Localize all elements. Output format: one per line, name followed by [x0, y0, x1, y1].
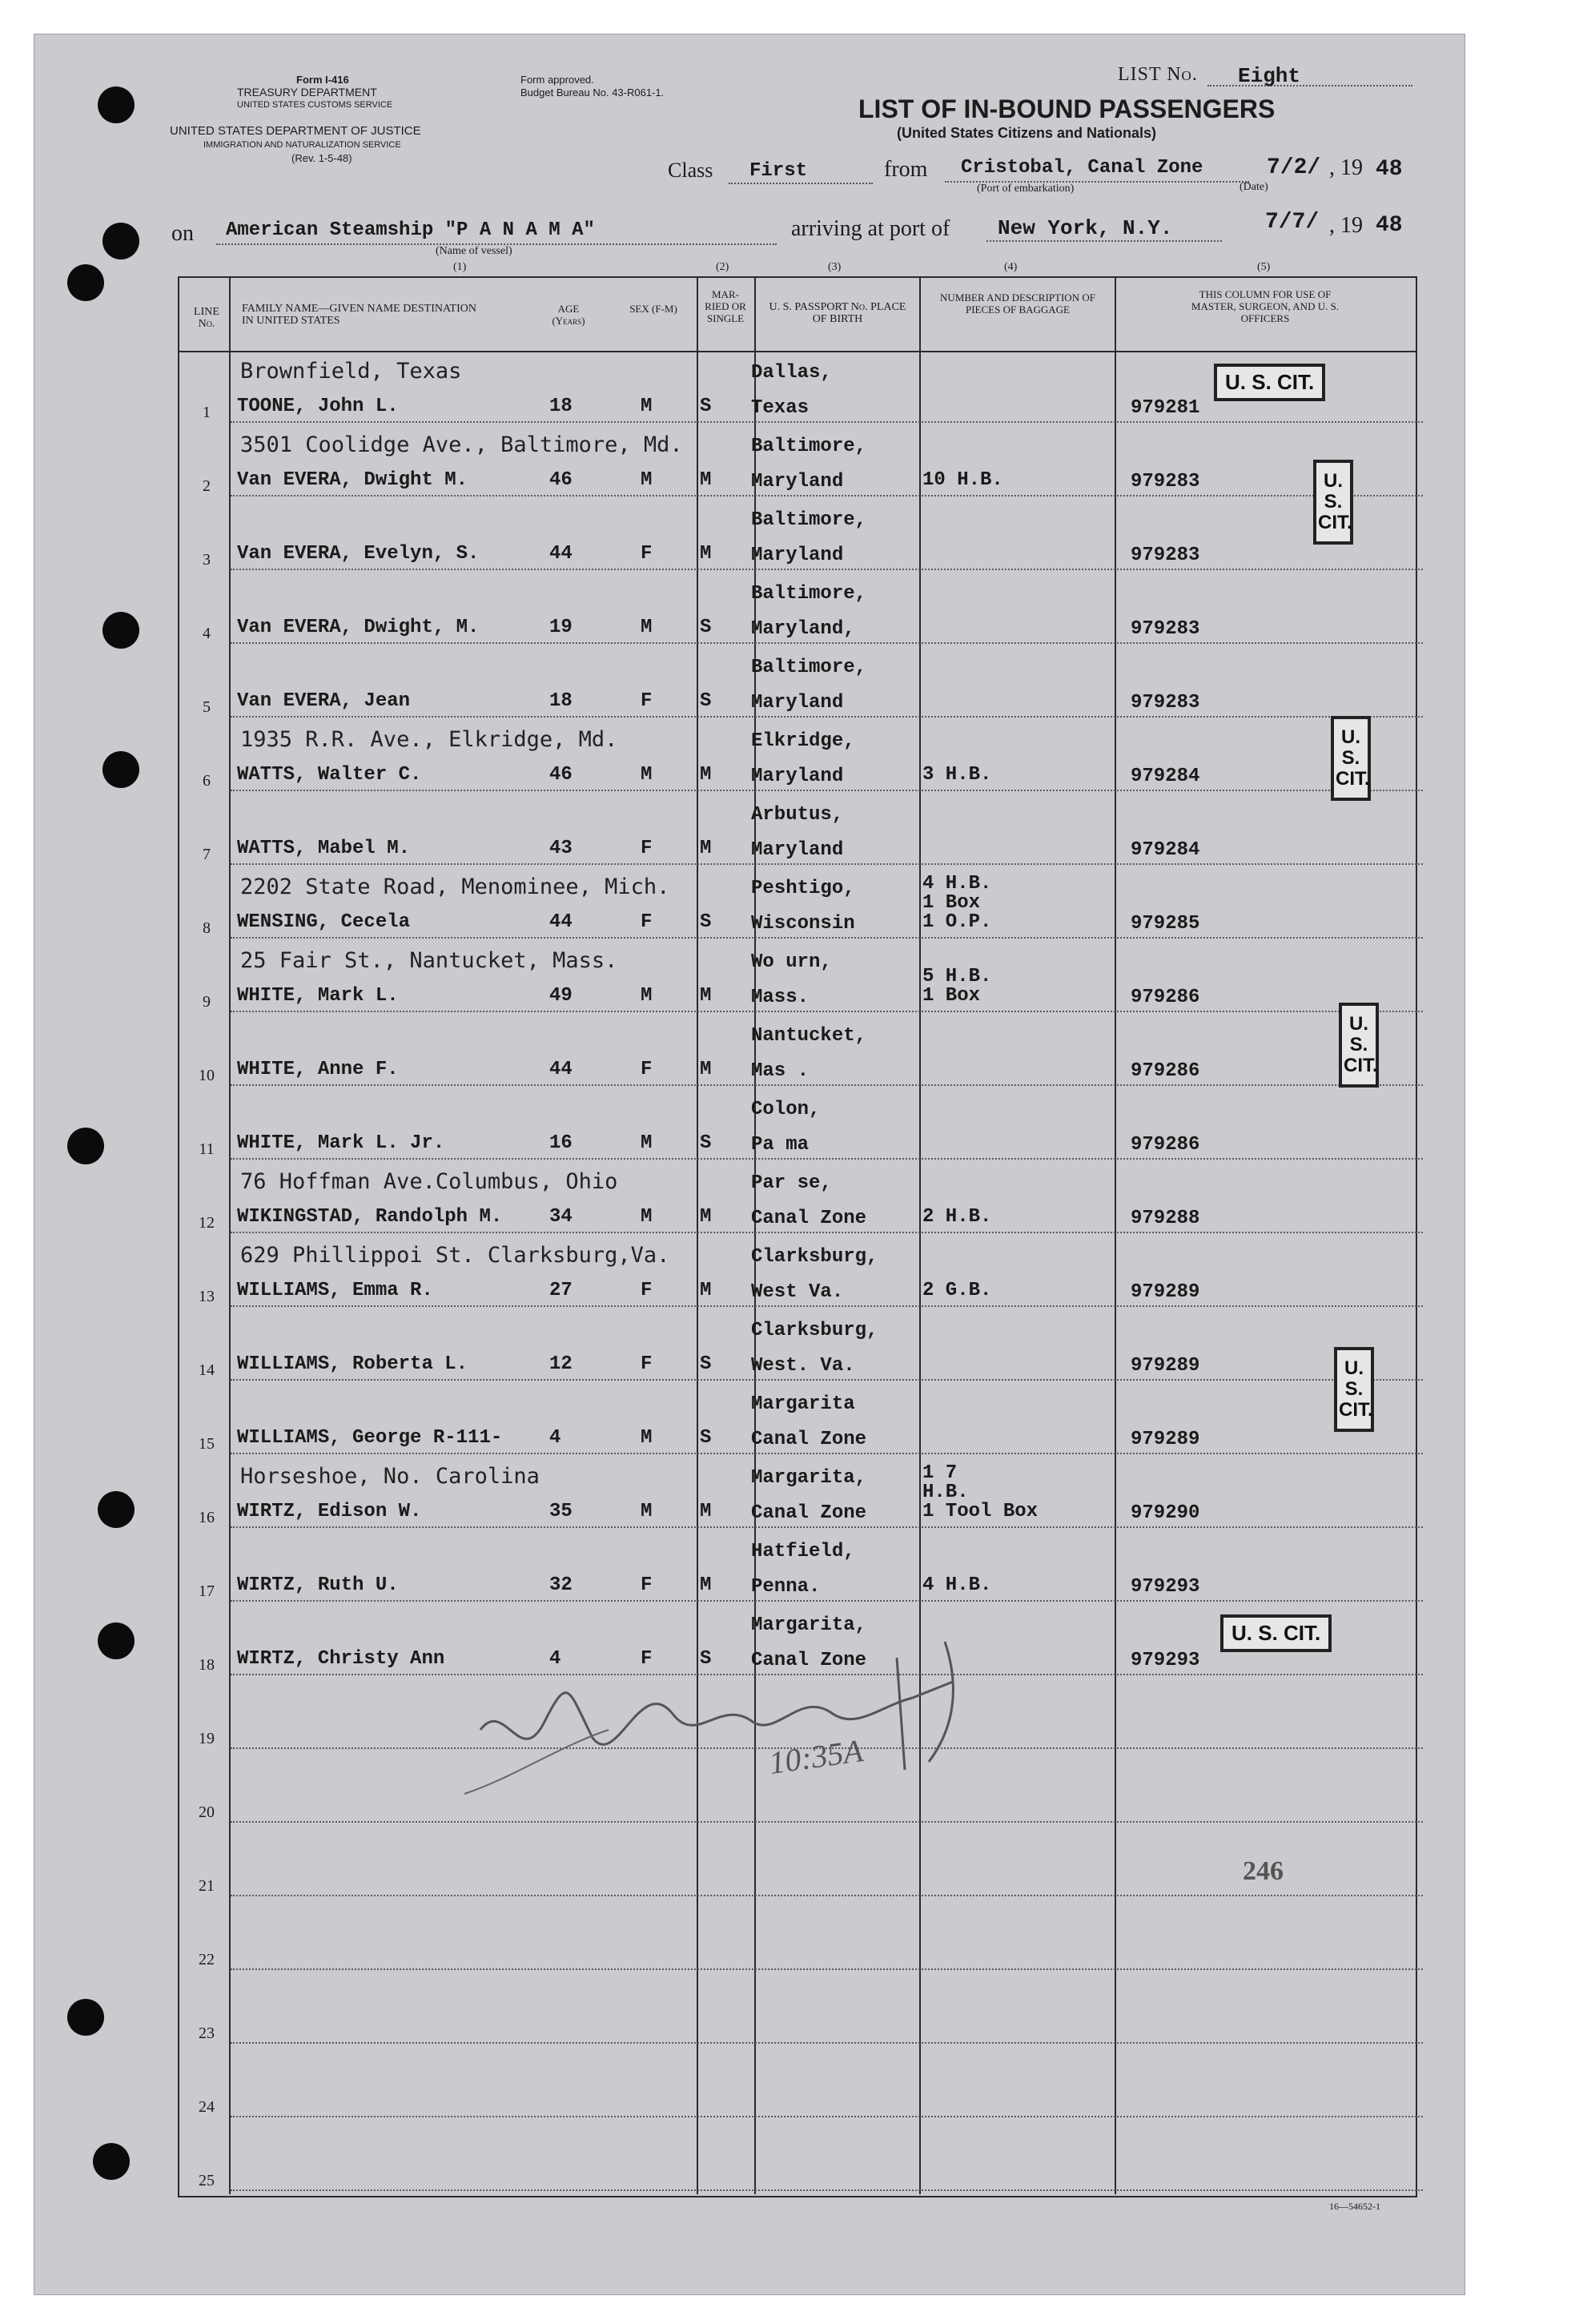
record-number: 979289	[1131, 1281, 1200, 1303]
marital-status: S	[700, 617, 712, 638]
vessel-name: American Steamship "P A N A M A"	[226, 219, 595, 241]
passenger-name: WIKINGSTAD, Randolph M.	[237, 1206, 503, 1228]
passenger-age: 44	[549, 543, 573, 565]
marital-status: S	[700, 1648, 712, 1670]
birth-state: Wisconsin	[751, 913, 855, 935]
record-number: 979286	[1131, 1134, 1200, 1156]
header-sex: SEX (F-M)	[629, 303, 677, 315]
list-no-label: LIST No.	[1118, 64, 1198, 85]
birth-state: Maryland	[751, 839, 844, 861]
punch-hole	[67, 1128, 104, 1164]
marital-status: S	[700, 911, 712, 933]
punch-hole	[98, 1622, 135, 1659]
marital-status: M	[700, 1059, 712, 1080]
marital-status: M	[700, 1574, 712, 1596]
page-number: 246	[1243, 1856, 1284, 1886]
us-cit-stamp: U. S. CIT.	[1220, 1614, 1332, 1652]
row-separator	[231, 1968, 1423, 1970]
passenger-name: WHITE, Mark L. Jr.	[237, 1132, 445, 1154]
row-separator	[231, 790, 1423, 791]
header-passport: U. S. PASSPORT No. PLACE OF BIRTH	[769, 301, 906, 325]
birth-state: Mass.	[751, 987, 810, 1008]
birth-city: Nantucket,	[751, 1025, 867, 1047]
passenger-sex: M	[641, 469, 653, 491]
col-divider	[919, 276, 921, 2194]
form-subtitle: (United States Citizens and Nationals)	[897, 125, 1157, 141]
record-number: 979286	[1131, 1060, 1200, 1082]
birth-city: Par se,	[751, 1172, 832, 1194]
passenger-name: Van EVERA, Jean	[237, 690, 411, 712]
passenger-name: WIRTZ, Edison W.	[237, 1501, 422, 1522]
row-separator	[231, 937, 1423, 939]
col-divider	[1115, 276, 1116, 2194]
marital-status: S	[700, 690, 712, 712]
birth-city: Baltimore,	[751, 436, 867, 457]
baggage: 5 H.B. 1 Box	[922, 966, 992, 1007]
line-number: 4	[203, 625, 211, 642]
col-number-4: (4)	[1004, 261, 1018, 273]
col-number-3: (3)	[828, 261, 842, 273]
birth-city: Elkridge,	[751, 730, 855, 752]
col-divider	[229, 276, 231, 2194]
line-number: 6	[203, 772, 211, 790]
row-separator	[231, 2116, 1423, 2117]
birth-state: Maryland	[751, 545, 844, 566]
line-number: 24	[199, 2098, 215, 2116]
punch-hole	[102, 223, 139, 259]
record-number: 979289	[1131, 1355, 1200, 1377]
birth-state: Maryland	[751, 766, 844, 787]
line-number: 23	[199, 2024, 215, 2042]
birth-state: West Va.	[751, 1281, 844, 1303]
passenger-sex: M	[641, 1206, 653, 1228]
year-value-2: 48	[1376, 213, 1403, 238]
header-married: MAR-RIED OR SINGLE	[705, 288, 746, 324]
line-number: 21	[199, 1877, 215, 1895]
passenger-sex: M	[641, 985, 653, 1007]
birth-state: Maryland,	[751, 618, 855, 640]
passenger-name: WHITE, Mark L.	[237, 985, 399, 1007]
year-value: 48	[1376, 157, 1403, 182]
row-separator	[231, 569, 1423, 570]
birth-city: Clarksburg,	[751, 1320, 878, 1341]
passenger-sex: M	[641, 617, 653, 638]
arrival-date: 7/7/	[1265, 210, 1320, 235]
punch-hole	[102, 612, 139, 649]
passenger-name: Van EVERA, Dwight, M.	[237, 617, 480, 638]
passenger-name: WHITE, Anne F.	[237, 1059, 399, 1080]
header-age: AGE (Years)	[552, 303, 585, 327]
line-number: 14	[199, 1361, 215, 1379]
baggage: 2 G.B.	[922, 1280, 992, 1301]
passenger-age: 44	[549, 1059, 573, 1080]
record-number: 979289	[1131, 1429, 1200, 1450]
marital-status: M	[700, 838, 712, 859]
arriving-label: arriving at port of	[791, 216, 950, 241]
passenger-age: 43	[549, 838, 573, 859]
baggage: 4 H.B. 1 Box 1 O.P.	[922, 873, 992, 933]
line-number: 12	[199, 1214, 215, 1232]
birth-state: Pa ma	[751, 1134, 810, 1156]
punch-hole	[93, 2143, 130, 2180]
line-number: 2	[203, 477, 211, 495]
birth-state: Mas .	[751, 1060, 810, 1082]
col-number-1: (1)	[453, 261, 467, 273]
marital-status: M	[700, 985, 712, 1007]
passenger-name: TOONE, John L.	[237, 396, 399, 417]
us-cit-stamp: U. S. CIT.	[1214, 364, 1325, 401]
punch-hole	[98, 1491, 135, 1528]
marital-status: S	[700, 396, 712, 417]
passenger-sex: F	[641, 911, 653, 933]
passenger-age: 49	[549, 985, 573, 1007]
passenger-sex: M	[641, 1501, 653, 1522]
record-number: 979281	[1131, 397, 1200, 419]
passenger-address: 25 Fair St., Nantucket, Mass.	[240, 948, 618, 973]
line-number: 15	[199, 1435, 215, 1453]
header-name: FAMILY NAME—GIVEN NAME DESTINATION IN UNITED STATES	[242, 303, 476, 327]
baggage: 10 H.B.	[922, 469, 1003, 491]
passenger-sex: F	[641, 1059, 653, 1080]
marital-status: M	[700, 1280, 712, 1301]
line-number: 1	[203, 404, 211, 421]
passenger-sex: F	[641, 543, 653, 565]
passenger-sex: F	[641, 1353, 653, 1375]
birth-city: Hatfield,	[751, 1541, 855, 1562]
birth-state: Canal Zone	[751, 1429, 867, 1450]
passenger-age: 16	[549, 1132, 573, 1154]
passenger-age: 35	[549, 1501, 573, 1522]
birth-state: Maryland	[751, 692, 844, 714]
official-signature	[432, 1610, 1025, 1834]
baggage: 4 H.B.	[922, 1574, 992, 1596]
birth-state: West. Va.	[751, 1355, 855, 1377]
passenger-sex: F	[641, 838, 653, 859]
line-number: 9	[203, 993, 211, 1011]
passenger-address: Horseshoe, No. Carolina	[240, 1464, 540, 1489]
birth-city: Colon,	[751, 1099, 821, 1120]
line-number: 8	[203, 919, 211, 937]
signature-note: 10:35A	[766, 1732, 866, 1781]
row-separator	[231, 1895, 1423, 1896]
birth-city: Dallas,	[751, 362, 832, 384]
passenger-age: 18	[549, 690, 573, 712]
birth-state: Canal Zone	[751, 1208, 867, 1229]
passenger-name: WILLIAMS, Emma R.	[237, 1280, 433, 1301]
embark-date: 7/2/	[1267, 155, 1321, 180]
punch-hole	[67, 264, 104, 301]
passenger-sex: F	[641, 690, 653, 712]
passenger-age: 44	[549, 911, 573, 933]
passenger-sex: M	[641, 396, 653, 417]
marital-status: M	[700, 1501, 712, 1522]
line-number: 19	[199, 1730, 215, 1747]
marital-status: S	[700, 1132, 712, 1154]
us-cit-stamp-vertical: U. S. CIT.	[1339, 1003, 1379, 1088]
row-separator	[231, 421, 1423, 423]
class-value: First	[749, 160, 808, 182]
record-number: 979284	[1131, 839, 1200, 861]
birth-state: Maryland	[751, 471, 844, 493]
birth-city: Margarita,	[751, 1467, 867, 1489]
passenger-sex: F	[641, 1574, 653, 1596]
us-cit-stamp-vertical: U. S. CIT.	[1331, 716, 1371, 801]
row-separator	[231, 1526, 1423, 1528]
footer-code: 16—54652-1	[1329, 2201, 1380, 2212]
record-number: 979293	[1131, 1650, 1200, 1671]
form-approved: Form approved.	[520, 74, 594, 86]
line-number: 22	[199, 1951, 215, 1968]
record-number: 979283	[1131, 471, 1200, 493]
record-number: 979283	[1131, 692, 1200, 714]
col-number-2: (2)	[716, 261, 729, 273]
row-separator	[231, 642, 1423, 644]
line-number: 17	[199, 1582, 215, 1600]
birth-city: Margarita,	[751, 1614, 867, 1636]
passenger-age: 4	[549, 1427, 561, 1449]
row-separator	[231, 2189, 1423, 2191]
arrival-port: New York, N.Y.	[998, 216, 1173, 240]
header-baggage: NUMBER AND DESCRIPTION OF PIECES OF BAGGAGE	[940, 292, 1095, 316]
passenger-age: 27	[549, 1280, 573, 1301]
birth-city: Peshtigo,	[751, 878, 855, 899]
marital-status: S	[700, 1427, 712, 1449]
passenger-age: 34	[549, 1206, 573, 1228]
record-number: 979288	[1131, 1208, 1200, 1229]
marital-status: M	[700, 1206, 712, 1228]
passenger-address: 3501 Coolidge Ave., Baltimore, Md.	[240, 432, 683, 457]
customs-service: UNITED STATES CUSTOMS SERVICE	[237, 100, 393, 110]
line-number: 20	[199, 1803, 215, 1821]
row-separator	[231, 863, 1423, 865]
passenger-sex: M	[641, 1132, 653, 1154]
passenger-name: WIRTZ, Christy Ann	[237, 1648, 445, 1670]
passenger-age: 32	[549, 1574, 573, 1596]
row-separator	[231, 1305, 1423, 1307]
row-separator	[231, 716, 1423, 718]
row-separator	[231, 1084, 1423, 1086]
class-label: Class	[668, 159, 713, 182]
budget-bureau: Budget Bureau No. 43-R061-1.	[520, 86, 665, 99]
line-number: 11	[199, 1140, 215, 1158]
punch-hole	[98, 86, 135, 123]
row-separator	[231, 1600, 1423, 1602]
passenger-name: WENSING, Cecela	[237, 911, 411, 933]
marital-status: M	[700, 469, 712, 491]
birth-state: Canal Zone	[751, 1650, 867, 1671]
line-number: 10	[199, 1067, 215, 1084]
punch-hole	[102, 751, 139, 788]
vessel-caption: (Name of vessel)	[436, 245, 512, 257]
treasury-dept: TREASURY DEPARTMENT	[237, 86, 377, 99]
birth-city: Arbutus,	[751, 804, 844, 826]
passenger-sex: F	[641, 1648, 653, 1670]
us-cit-stamp-vertical: U. S. CIT.	[1334, 1347, 1374, 1432]
passenger-name: WILLIAMS, Roberta L.	[237, 1353, 468, 1375]
row-separator	[231, 495, 1423, 497]
on-label: on	[171, 221, 194, 246]
date-caption: (Date)	[1240, 181, 1268, 193]
birth-city: Baltimore,	[751, 509, 867, 531]
passenger-age: 46	[549, 469, 573, 491]
header-line-no: LINE No.	[194, 306, 219, 330]
record-number: 979290	[1131, 1502, 1200, 1524]
birth-city: Margarita	[751, 1393, 855, 1415]
justice-dept: UNITED STATES DEPARTMENT OF JUSTICE	[170, 124, 421, 138]
list-no-value: Eight	[1238, 64, 1301, 88]
form-title: LIST OF IN-BOUND PASSENGERS	[858, 94, 1276, 123]
record-number: 979283	[1131, 618, 1200, 640]
birth-city: Baltimore,	[751, 583, 867, 605]
punch-hole	[67, 1999, 104, 2036]
birth-city: Baltimore,	[751, 657, 867, 678]
passenger-sex: M	[641, 1427, 653, 1449]
marital-status: M	[700, 543, 712, 565]
birth-city: Wo urn,	[751, 951, 832, 973]
row-separator	[231, 1232, 1423, 1233]
birth-city: Clarksburg,	[751, 1246, 878, 1268]
passenger-sex: M	[641, 764, 653, 786]
passenger-age: 46	[549, 764, 573, 786]
record-number: 979286	[1131, 987, 1200, 1008]
passenger-age: 18	[549, 396, 573, 417]
row-separator	[231, 2042, 1423, 2044]
record-number: 979293	[1131, 1576, 1200, 1598]
line-number: 5	[203, 698, 211, 716]
year-prefix: , 19	[1329, 155, 1363, 180]
passenger-age: 19	[549, 617, 573, 638]
header-officers: THIS COLUMN FOR USE OF MASTER, SURGEON, AND U. S. OFFICERS	[1191, 288, 1340, 324]
passenger-sex: F	[641, 1280, 653, 1301]
passenger-name: WATTS, Walter C.	[237, 764, 422, 786]
header-separator	[178, 351, 1416, 352]
line-number: 3	[203, 551, 211, 569]
record-number: 979284	[1131, 766, 1200, 787]
passenger-name: WILLIAMS, George R-111-	[237, 1427, 503, 1449]
passenger-name: WIRTZ, Ruth U.	[237, 1574, 399, 1596]
marital-status: M	[700, 764, 712, 786]
line-number: 7	[203, 846, 211, 863]
line-number: 16	[199, 1509, 215, 1526]
port-caption: (Port of embarkation)	[977, 183, 1075, 195]
birth-state: Texas	[751, 397, 810, 419]
line-number: 18	[199, 1656, 215, 1674]
ins-service: IMMIGRATION AND NATURALIZATION SERVICE	[203, 140, 401, 150]
row-separator	[231, 1011, 1423, 1012]
from-label: from	[884, 157, 928, 182]
passenger-address: Brownfield, Texas	[240, 359, 462, 384]
baggage: 2 H.B.	[922, 1206, 992, 1228]
passenger-age: 4	[549, 1648, 561, 1670]
passenger-age: 12	[549, 1353, 573, 1375]
passenger-name: WATTS, Mabel M.	[237, 838, 411, 859]
passenger-address: 76 Hoffman Ave.Columbus, Ohio	[240, 1169, 618, 1194]
us-cit-stamp-vertical: U. S. CIT.	[1313, 460, 1353, 545]
row-separator	[231, 1379, 1423, 1381]
record-number: 979285	[1131, 913, 1200, 935]
passenger-name: Van EVERA, Evelyn, S.	[237, 543, 480, 565]
line-number: 13	[199, 1288, 215, 1305]
birth-state: Penna.	[751, 1576, 821, 1598]
row-separator	[231, 1453, 1423, 1454]
baggage: 3 H.B.	[922, 764, 992, 786]
baggage: 1 7 H.B. 1 Tool Box	[922, 1462, 1039, 1522]
marital-status: S	[700, 1353, 712, 1375]
birth-state: Canal Zone	[751, 1502, 867, 1524]
line-number: 25	[199, 2172, 215, 2189]
revision: (Rev. 1-5-48)	[291, 152, 352, 164]
passenger-address: 629 Phillippoi St. Clarksburg,Va.	[240, 1243, 670, 1268]
passenger-name: Van EVERA, Dwight M.	[237, 469, 468, 491]
record-number: 979283	[1131, 545, 1200, 566]
col-number-5: (5)	[1257, 261, 1271, 273]
from-value: Cristobal, Canal Zone	[961, 157, 1203, 179]
passenger-address: 2202 State Road, Menominee, Mich.	[240, 875, 670, 899]
col-divider	[697, 276, 698, 2194]
year-prefix-2: , 19	[1329, 213, 1363, 238]
passenger-address: 1935 R.R. Ave., Elkridge, Md.	[240, 727, 618, 752]
form-number: Form I-416	[296, 74, 349, 86]
row-separator	[231, 1158, 1423, 1160]
